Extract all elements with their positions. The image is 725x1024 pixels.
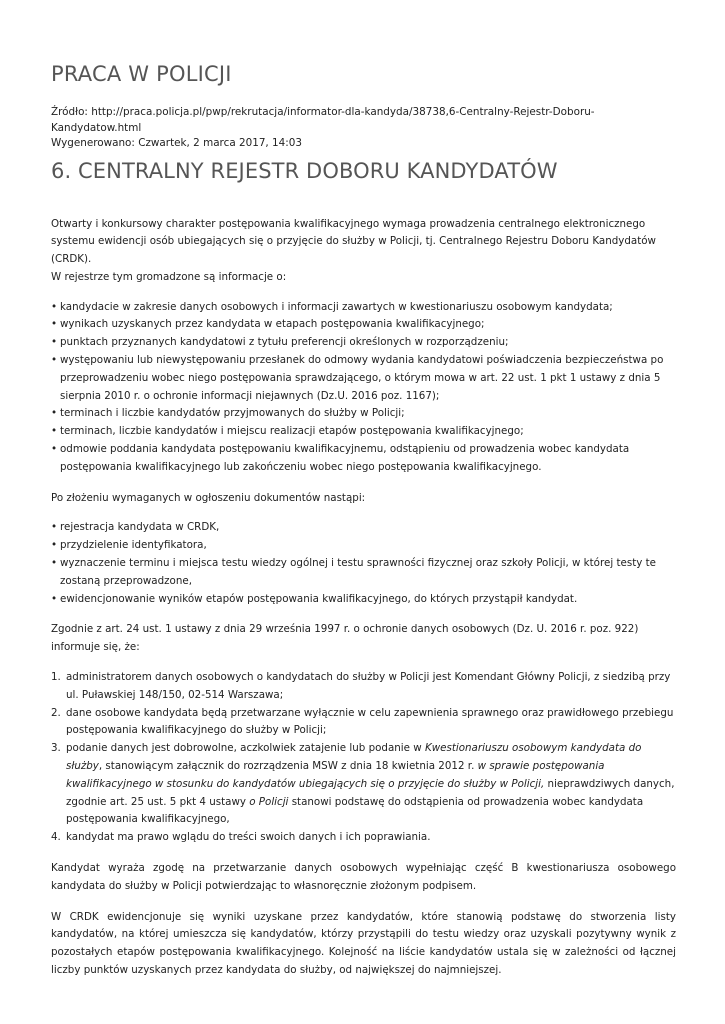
list-item: • rejestracja kandydata w CRDK, [51, 519, 676, 537]
list-item-text: kandydat ma prawo wglądu do treści swoich danych i ich poprawiania. [66, 831, 431, 844]
list-item-text: podanie danych jest dobrowolne, aczkolwiek zatajenie lub podanie w [66, 742, 425, 755]
list-item-text: administratorem danych osobowych o kandydatach do służby w Policji jest Komendant Główny Policji, z siedzibą przy ul. Puławskiej 148/150, 02-514 Warszawa; [66, 671, 671, 701]
after-docs-intro: Po złożeniu wymaganych w ogłoszeniu dokumentów nastąpi: [51, 491, 366, 504]
registry-intro: W rejestrze tym gromadzone są informacje o: [51, 270, 287, 283]
law-intro: Zgodnie z art. 24 ust. 1 ustawy z dnia 29 września 1997 r. o ochronie danych osobowych (Dz. U. 2016 r. poz. 922) informuje się, że: [51, 623, 639, 654]
article-title: 6. CENTRALNY REJESTR DOBORU KANDYDATÓW [51, 158, 558, 183]
generated-line: Wygenerowano: Czwartek, 2 marca 2017, 14:03 [51, 137, 302, 149]
list-number: 1. [51, 671, 61, 684]
list-item: • występowaniu lub niewystępowaniu przesłanek do odmowy wydania kandydatowi poświadczenia bezpieczeństwa po przeprowadzeniu wobec niego postępowania sprawdzającego, o którym mowa w art. 22 ust. 1 pkt 1 ustawy z dnia 5 sierpnia 2010 r. o ochronie informacji niejawnych (Dz.U. 2016 poz. 1167); [51, 352, 676, 405]
italic-title: o Policji [249, 795, 289, 808]
list-item [51, 705, 676, 741]
list-item-text: , stanowiącym załącznik do rozrządzenia MSW z dnia 18 kwietnia 2012 r. [98, 760, 478, 773]
consent-paragraph: Kandydat wyraża zgodę na przetwarzanie danych osobowych wypełniając część B kwestionariusza osobowego kandydata do służby w Policji potwierdzając to własnoręcznie złożonym podpisem. [51, 862, 676, 892]
document-meta [51, 105, 676, 152]
list-item-text: nieprawdziwych danych, zgodnie art. 25 ust. 5 pkt 4 ustawy [66, 777, 675, 808]
site-title: PRACA W POLICJI [51, 62, 232, 86]
list-item-text: stanowi podstawę do odstąpienia od prowadzenia wobec kandydata postępowania kwalifikacyjnego, [66, 795, 644, 826]
list-item: • terminach, liczbie kandydatów i miejscu realizacji etapów postępowania kwalifikacyjnego; [51, 423, 676, 441]
article-body [51, 216, 676, 980]
list-item-text: dane osobowe kandydata będą przetwarzane wyłącznie w celu zapewnienia sprawnego oraz prawidłowego przebiegu postępowania kwalifikacyjnego do służby w Policji; [66, 706, 674, 737]
registry-list [51, 299, 676, 477]
after-docs-list [51, 519, 676, 608]
list-item: • wynikach uzyskanych przez kandydata w etapach postępowania kwalifikacyjnego; [51, 316, 676, 334]
intro-paragraph: Otwarty i konkursowy charakter postępowania kwalifikacyjnego wymaga prowadzenia centralnego elektronicznego systemu ewidencji osób ubiegających się o przyjęcie do służby w Policji, tj. Centralnego Rejestru Doboru Kandydatów (CRDK). [51, 217, 656, 266]
ranking-paragraph: W CRDK ewidencjonuje się wyniki uzyskane przez kandydatów, które stanowią podstawę do stworzenia listy kandydatów, na której umieszcza się kandydatów, którzy przystąpili do testu wiedzy oraz uzyskali pozytywny wynik z pozostałych etapów postępowania kwalifikacyjnego. Kolejność na liście kandydatów ustala się w zależności od łącznej liczby punktów uzyskanych przez kandydata do służby, od największej do najmniejszej. [51, 910, 676, 976]
list-item [51, 740, 676, 829]
source-line: Źródło: http://praca.policja.pl/pwp/rekrutacja/informator-dla-kandyda/38738,6-Centralny-Rejestr-Doboru-Kandydatow.html [51, 106, 595, 134]
list-item [51, 829, 676, 847]
list-number: 3. [51, 742, 61, 755]
list-item: • terminach i liczbie kandydatów przyjmowanych do służby w Policji; [51, 405, 676, 423]
list-item: • wyznaczenie terminu i miejsca testu wiedzy ogólnej i testu sprawności fizycznej oraz szkoły Policji, w której testy te zostaną przeprowadzone, [51, 555, 676, 591]
list-item: • przydzielenie identyfikatora, [51, 537, 676, 555]
list-number: 4. [51, 831, 61, 844]
list-item: • odmowie poddania kandydata postępowaniu kwalifikacyjnemu, odstąpieniu od prowadzenia wobec kandydata postępowania kwalifikacyjnego lub zakończeniu wobec niego postępowania kwalifikacyjnego. [51, 441, 676, 477]
italic-title: Kwestionariuszu osobowym kandydata do służby [66, 742, 642, 773]
law-list [51, 669, 676, 847]
italic-title: w sprawie postępowania kwalifikacyjnego w stosunku do kandydatów ubiegających się o przyjęcie do służby w Policji, [66, 760, 605, 790]
list-item: • ewidencjonowanie wyników etapów postępowania kwalifikacyjnego, do których przystąpił kandydat. [51, 591, 676, 609]
list-number: 2. [51, 706, 61, 719]
list-item: • punktach przyznanych kandydatowi z tytułu preferencji określonych w rozporządzeniu; [51, 334, 676, 352]
list-item: • kandydacie w zakresie danych osobowych i informacji zawartych w kwestionariuszu osobowym kandydata; [51, 299, 676, 317]
document-page [51, 62, 676, 980]
list-item [51, 669, 676, 705]
